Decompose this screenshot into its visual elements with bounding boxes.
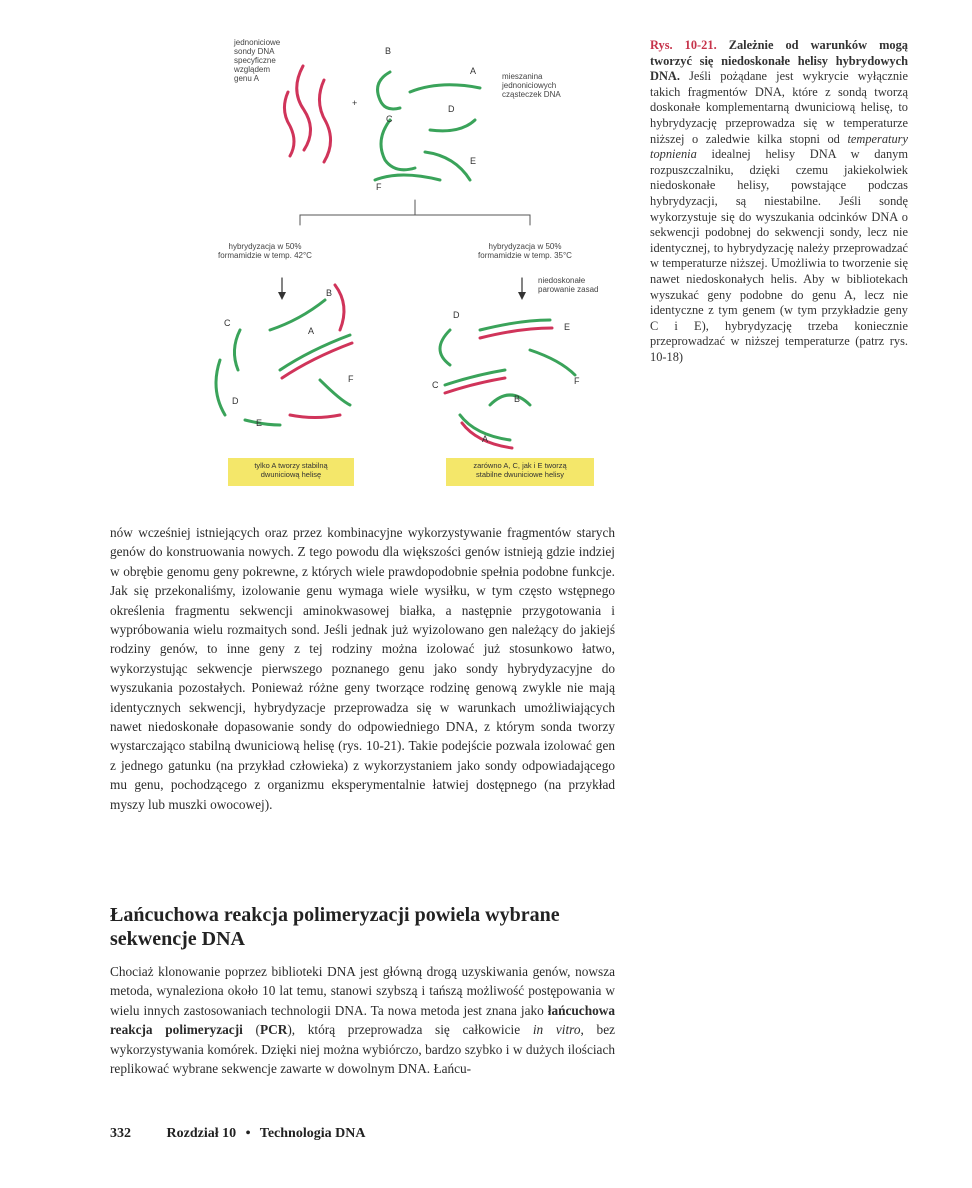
figure-hybridization [200, 30, 620, 500]
strand-e-left [245, 420, 280, 425]
strand-d-right [440, 330, 450, 365]
letter-c: C [386, 114, 393, 124]
term-in-vitro: in vitro [532, 1022, 581, 1038]
term-pcr-full: łańcuchowa reakcja polimeryzacji [110, 1002, 615, 1038]
letter-b-right: B [514, 394, 521, 404]
letter-a: A [470, 66, 477, 76]
probe-strand [297, 66, 311, 150]
mismatch-label: niedoskonałe parowanie zasad [538, 276, 599, 294]
hyb-right-label: hybrydyzacja w 50% formamidzie w temp. 35°C [478, 242, 572, 260]
letter-d-left: D [232, 396, 239, 406]
bracket [300, 200, 530, 225]
strand-f-right [530, 350, 575, 375]
letter-d: D [448, 104, 455, 114]
figure-caption [650, 38, 908, 365]
probe-strand [284, 92, 294, 156]
letter-c-left: C [224, 318, 231, 328]
duplex-c-right-probe [445, 378, 505, 393]
strand-f-left [320, 380, 350, 405]
dna-strand-c [381, 120, 415, 170]
letter-a-left: A [308, 326, 315, 336]
strand-b-right [490, 395, 530, 405]
letter-e: E [470, 156, 477, 166]
letter-f-left: F [348, 374, 354, 384]
hyb-left-label: hybrydyzacja w 50% formamidzie w temp. 42°C [218, 242, 312, 260]
letter-e-right: E [564, 322, 571, 332]
result-left-box: tylko A tworzy stabilną dwuniciową helisę [228, 458, 354, 486]
probe-left [335, 285, 344, 330]
plus-sign: + [352, 98, 358, 108]
letter-d-right: D [453, 310, 460, 320]
probe-strand [319, 80, 330, 162]
chapter-label: Rozdział 10 [166, 1126, 237, 1141]
caption-text-b: idealnej helisy DNA w danym rozpuszczalniku, dzięki czemu jakiekolwiek niedoskonałe helisy, powstające podczas hybrydyzacji, są niestabilne. Jeśli sondę wykorzystuje się do wyszukania odcinków DNA o sekwencji podobnej do sekwencji sondy, lecz nie identycznej, to hybrydyzację należy przeprowadzać w temperaturze niższej. Umożliwia to tworzenie się nawet niedoskonałych helis. Aby w bibliotekach wyszukać geny podobne do genu A, lecz nie identyczne z tym genem (w tym przykładzie geny C i E), hybrydyzację trzeba koniecznie przeprowadzać w niższej temperaturze (patrz rys. 10-18) [650, 147, 908, 364]
letter-e-left: E [256, 418, 263, 428]
page-footer [110, 1126, 371, 1142]
letter-b: B [385, 46, 392, 56]
term-pcr: PCR [259, 1022, 288, 1038]
probe-left-2 [290, 415, 340, 418]
chapter-topic: Technologia DNA [259, 1126, 366, 1141]
body-paragraph-2: Chociaż klonowanie poprzez biblioteki DNA jest główną drogą uzyskiwania genów, nowsza metoda, wynaleziona około 10 lat temu, stanowi szybszą i tańszą możliwość postępowania w wielu innych zastosowaniach technologii DNA. Ta nowa metoda jest znana jako łańcuchowa reakcja polimeryzacji (PCR), którą przeprowadza się całkowicie in vitro, bez wykorzystywania komórek. Dzięki niej można wybiórczo, bardzo szybko i w dużych ilościach replikować wybrane sekwencje zawarte w dowolnym DNA. Łańcu- [110, 964, 615, 1077]
result-right-box: zarówno A, C, jak i E tworzą stabilne dwuniciowe helisy [446, 458, 594, 486]
strand-d-left [216, 360, 225, 415]
caption-title: Zależnie od warunków mogą tworzyć się niedoskonałe helisy hybrydowych DNA. [650, 38, 909, 84]
strand-c-left [234, 330, 240, 370]
dna-strand-d [430, 120, 475, 131]
probe-label: jednoniciowe sondy DNA specyficzne wzglądem genu A [234, 38, 281, 83]
body-paragraph-1: nów wcześniej istniejących oraz przez kombinacyjne wykorzystywanie fragmentów starych genów do konstruowania nowych. Z tego powodu dla większości genów istnieją gdzie indziej w obrębie genomu geny pokrewne, z których wiele prawdopodobnie spełnia podobne funkcje. Jak się przekonaliśmy, izolowanie genu wymaga wiele wysiłku, w tym często wstępnego określenia fragmentu sekwencji aminokwasowej białka, a następnie przygotowania i wypróbowania wielu rozmaitych sond. Jeśli jednak już wyizolowano gen należący do jakiejś rodziny genów, to inne geny z tej rodziny można izolować już stosunkowo łatwo, wykorzystując sekwencje pierwszego poznanego genu jako sondy hybrydyzacyjne do wyszukania pozostałych. Ponieważ różne geny tworzące rodzinę genową zwykle nie mają identycznych sekwencji, hybrydyzacje przeprowadza się w warunkach umożliwiających nawet niedoskonałe dopasowanie sondy do odpowiedniego DNA, z którym sonda tworzy wystarczająco stabilną dwuniciową helisę (rys. 10-21). Takie podejście pozwala izolować gen z jednego gatunku (na przykład człowieka) z wykorzystaniem jako sondy odpowiadającego mu genu, pochodzącego z organizmu eksperymentalnie łatwiej dostępnego (na przykład myszy lub muszki owocowej). [110, 525, 615, 812]
figure-diagram [200, 30, 620, 500]
mixture-label: mieszanina jednoniciowych cząsteczek DNA [502, 72, 561, 99]
letter-b-left: B [326, 288, 333, 298]
caption-text-a: Jeśli pożądane jest wykrycie wyłącznie takich fragmentów DNA, które z sondą tworzą doskonałe komplementarną dwuniciową helisę, to hybrydyzację przeprowadza się w temperaturze niższej o zaledwie kilka stopni od [650, 69, 908, 146]
letter-f-right: F [574, 376, 580, 386]
letter-f: F [376, 182, 382, 192]
dna-strand-b [378, 72, 400, 109]
dna-strand-f [375, 175, 440, 180]
page-number: 332 [110, 1126, 131, 1141]
duplex-a-left [280, 335, 350, 370]
duplex-e-right-probe [480, 328, 552, 338]
letter-c-right: C [432, 380, 439, 390]
section-heading: Łańcuchowa reakcja polimeryzacji powiela wybrane sekwencje DNA [110, 904, 560, 950]
letter-a-right: A [482, 434, 489, 444]
strand-b-left [270, 300, 325, 330]
dna-strand-e [425, 152, 470, 180]
caption-number: Rys. 10-21. [650, 38, 717, 52]
caption-term: temperatury topnienia [650, 131, 908, 162]
dna-strand-a [410, 85, 480, 92]
footer-bullet: • [245, 1126, 251, 1141]
